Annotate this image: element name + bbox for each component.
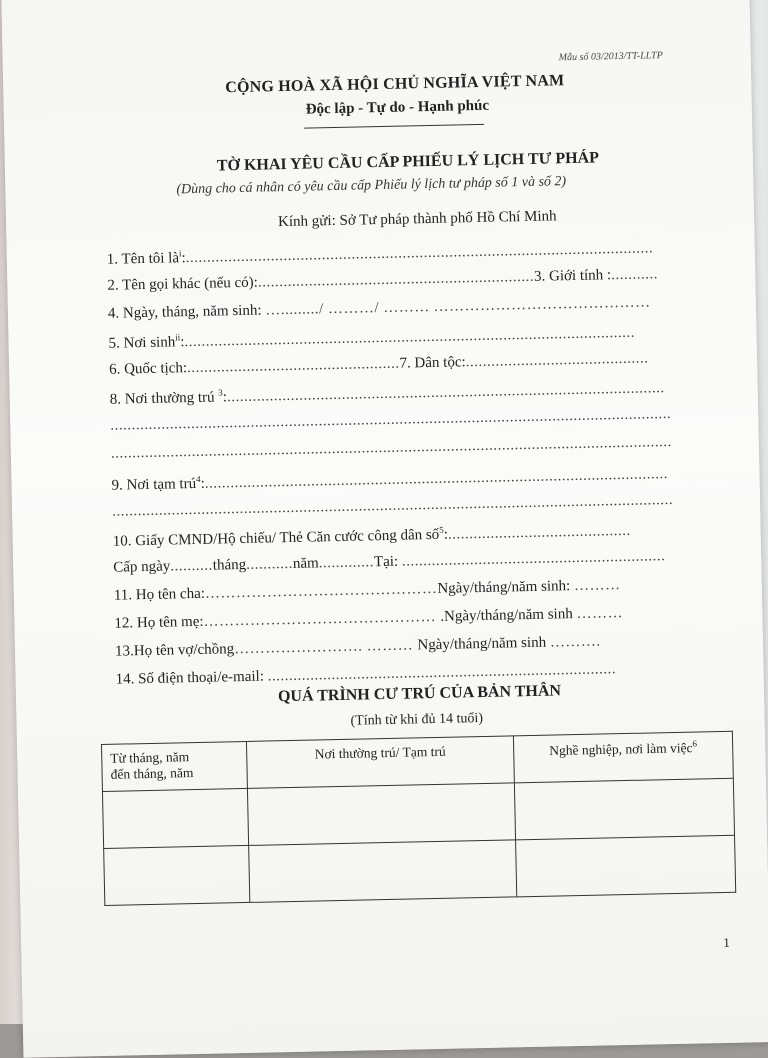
table-cell[interactable]	[516, 835, 736, 897]
form-title: TỜ KHAI YÊU CẦU CẤP PHIẾU LÝ LỊCH TƯ PHÁP	[216, 149, 600, 175]
column-header-occupation: Nghề nghiệp, nơi làm việc$^6$	[513, 731, 733, 783]
field-2-label: 2. Tên gọi khác (nếu có):	[107, 274, 259, 294]
field-12[interactable]: 12. Họ tên mẹ:……………………………………… .Ngày/tháng/năm sinh ………	[114, 605, 624, 632]
field-9[interactable]: 9. Nơi tạm trú$^4$:.............................................................................................................	[111, 466, 669, 494]
field-5-label: 5. Nơi sinh	[108, 334, 176, 352]
field-2[interactable]: 2. Tên gọi khác (nếu có):.................................................................3. Giới tính :...........	[107, 266, 659, 294]
form-number: Mẫu số 03/2013/TT-LLTP	[558, 50, 663, 64]
field-11[interactable]: 11. Họ tên cha:………………………………………Ngày/tháng/năm sinh: ………	[113, 577, 621, 604]
table-row	[104, 835, 736, 905]
field-13-dob-label: Ngày/tháng/năm sinh	[417, 634, 547, 654]
issue-month-label: tháng	[212, 556, 247, 574]
field-6-label: 6. Quốc tịch:	[108, 360, 188, 378]
column-header-period: Từ tháng, năm đến tháng, năm	[101, 741, 247, 791]
field-14-label: 14. Số điện thoại/e-mail:	[115, 668, 265, 688]
field-1-label: 1. Tên tôi là	[106, 250, 180, 268]
field-11-label: 11. Họ tên cha:	[113, 585, 206, 604]
table-cell[interactable]	[249, 840, 517, 903]
field-4-label: 4. Ngày, tháng, năm sinh:	[107, 302, 262, 322]
motto-underline	[304, 124, 484, 129]
field-7-label: 7. Dân tộc:	[399, 354, 466, 372]
table-cell[interactable]	[247, 783, 515, 846]
form-paper	[1, 0, 768, 1058]
field-9-line-2[interactable]: ....................................................................................................................................	[111, 491, 674, 520]
field-9-label: 9. Nơi tạm trú	[111, 475, 197, 494]
page-number: 1	[723, 934, 730, 951]
field-4[interactable]: 4. Ngày, tháng, năm sinh: …........./ ………/ ……… ……………………………………	[107, 294, 651, 322]
field-4-date-template: …........./ ………/ ………	[265, 299, 431, 319]
footnote-1: i	[178, 248, 182, 259]
field-5[interactable]: 5. Nơi $\sinh^{ii}$:..........................................................................................................	[108, 324, 636, 352]
form-subtitle: (Dùng cho cá nhân có yêu cầu cấp Phiếu lý lịch tư pháp số 1 và số 2)	[176, 174, 567, 198]
field-1[interactable]: 1. Tên tôi $là^i$:..............................................................................................................	[106, 240, 654, 268]
field-12-dob-label: .Ngày/tháng/năm sinh	[440, 606, 573, 625]
column-header-residence: Nơi thường trú/ Tạm trú	[246, 736, 514, 789]
table-cell[interactable]	[104, 845, 250, 905]
greeting: Kính gửi: Sở Tư pháp thành phố Hồ Chí Minh	[277, 208, 557, 231]
field-3-label: 3. Giới tính :	[533, 267, 612, 285]
field-10-label: 10. Giấy CMND/Hộ chiếu/ Thẻ Căn cước công dân số	[112, 526, 440, 550]
table-cell[interactable]	[514, 778, 734, 840]
field-6[interactable]: 6. Quốc tịch:..................................................7. Dân tộc:...........................................	[108, 350, 649, 378]
issue-place-label: Tại:	[373, 553, 399, 571]
table-cell[interactable]	[102, 788, 248, 848]
residence-table	[101, 731, 736, 906]
field-11-dob-label: Ngày/tháng/năm sinh:	[437, 578, 571, 597]
field-8-line-2[interactable]: ....................................................................................................................................	[110, 405, 672, 434]
field-13[interactable]: 13.Họ tên vợ/chồng……………………. ……… Ngày/tháng/năm sinh ……….	[114, 633, 601, 660]
motto: Độc lập - Tự do - Hạnh phúc	[305, 97, 490, 118]
footnote-2: ii	[175, 332, 181, 343]
footnote-3: 3	[218, 387, 223, 398]
field-14[interactable]: 14. Số điện thoại/e-mail: ..................................................................................	[115, 661, 617, 688]
residence-subheading: (Tính từ khi đủ 14 tuổi)	[350, 710, 484, 729]
footnote-5: 5	[439, 524, 444, 535]
footnote-6: 6	[692, 738, 698, 749]
nation-heading: CỘNG HOÀ XÃ HỘI CHỦ NGHĨA VIỆT NAM	[225, 72, 565, 97]
field-10[interactable]: 10. Giấy CMND/Hộ chiếu/ Thẻ Căn cước công dân số$^5$:...........................................	[112, 522, 631, 550]
footnote-4: 4	[195, 473, 201, 484]
residence-heading: QUÁ TRÌNH CƯ TRÚ CỦA BẢN THÂN	[277, 682, 562, 706]
field-8-label: 8. Nơi thường trú	[109, 389, 215, 408]
issue-line[interactable]: Cấp ngày..........tháng...........năm.............Tại: ..............................................................	[113, 548, 666, 576]
field-12-label: 12. Họ tên mẹ:	[114, 613, 204, 632]
field-13-label: 13.Họ tên vợ/chồng	[114, 641, 235, 660]
issue-date-label: Cấp ngày	[113, 558, 171, 576]
field-8[interactable]: 8. Nơi thường trú $^3$:.......................................................................................................	[109, 380, 665, 408]
issue-year-label: năm	[292, 555, 319, 572]
field-8-line-3[interactable]: ....................................................................................................................................	[110, 433, 672, 462]
